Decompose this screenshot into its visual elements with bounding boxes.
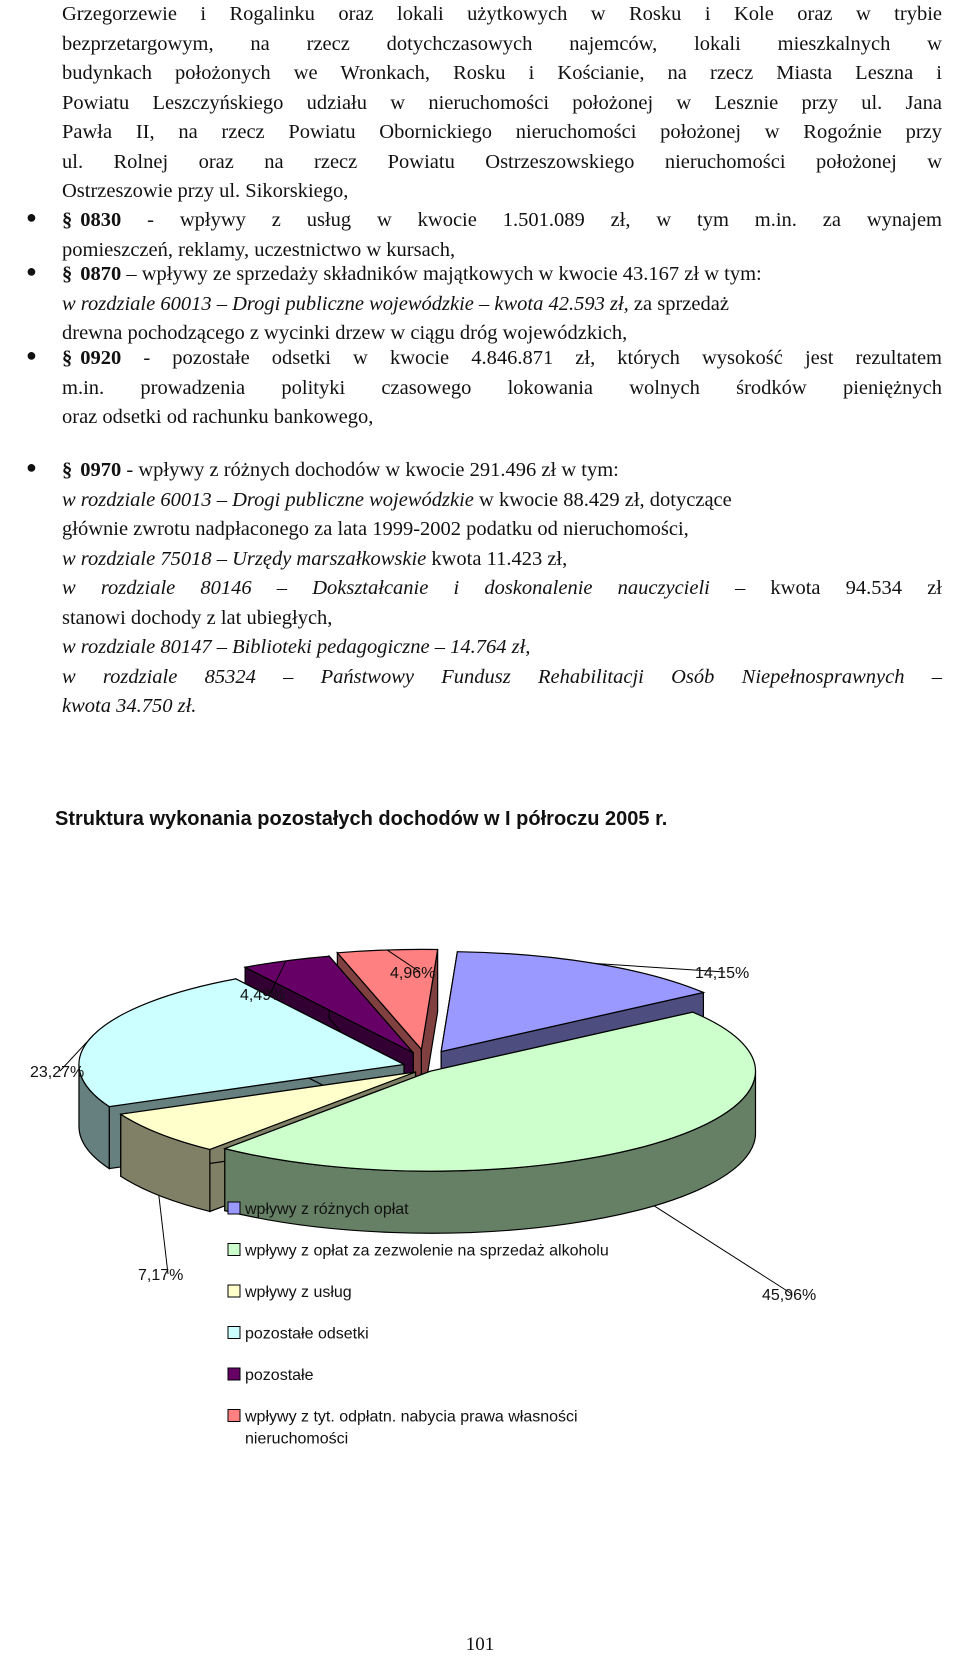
legend-item bbox=[228, 1326, 369, 1343]
section-sign: § bbox=[62, 209, 73, 231]
item-text: – wpływy ze sprzedaży składników majątkowych w kwocie 43.167 zł w tym: bbox=[126, 263, 762, 285]
pie-data-label: 4,96% bbox=[390, 965, 436, 982]
section-sign: § bbox=[62, 263, 73, 285]
text-line: pomieszczeń, reklamy, uczestnictwo w kursach, bbox=[62, 238, 456, 261]
text-line: oraz odsetki od rachunku bankowego, bbox=[62, 406, 374, 428]
legend-item bbox=[228, 1243, 609, 1260]
item-0920 bbox=[62, 344, 942, 433]
chapter-ref: w rozdziale 60013 – Drogi publiczne wojewódzkie – kwota 42.593 zł, bbox=[62, 292, 629, 315]
legend-label: pozostałe bbox=[245, 1367, 314, 1384]
text-line: Powiatu Leszczyńskiego udziału w nieruchomości położonej w Lesznie przy ul. Jana bbox=[62, 91, 942, 114]
legend-item bbox=[228, 1409, 578, 1448]
legend-label: pozostałe odsetki bbox=[245, 1325, 369, 1343]
pie-chart bbox=[0, 880, 960, 1540]
legend-label: wpływy z opłat za zezwolenie na sprzedaż alkoholu bbox=[245, 1242, 609, 1260]
legend-swatch bbox=[228, 1244, 240, 1256]
chapter-ref: w rozdziale 75018 – Urzędy marszałkowskie bbox=[62, 547, 427, 570]
item-code: 0920 bbox=[80, 347, 122, 369]
legend-label-line2: nieruchomości bbox=[245, 1430, 349, 1448]
bullet-icon: ● bbox=[26, 457, 37, 477]
legend-item bbox=[228, 1284, 352, 1301]
item-0870 bbox=[62, 260, 942, 349]
text-line bbox=[62, 290, 942, 320]
text-line bbox=[62, 260, 942, 290]
chapter-ref: w rozdziale 80146 – Dokształcanie i doskonalenie nauczycieli – bbox=[62, 577, 746, 599]
text-line: Ostrzeszowie przy ul. Sikorskiego, bbox=[62, 180, 349, 202]
item-text: w kwocie 88.429 zł, dotyczące bbox=[473, 488, 732, 511]
text-line bbox=[62, 486, 942, 516]
text-line: w rozdziale 85324 – Państwowy Fundusz Rehabilitacji Osób Niepełnosprawnych – bbox=[62, 665, 942, 688]
text-line: Pawła II, na rzecz Powiatu Obornickiego nieruchomości położonej w Rogoźnie przy bbox=[62, 121, 942, 143]
item-text: kwota 94.534 zł bbox=[745, 577, 942, 599]
legend-label: wpływy z tyt. odpłatn. nabycia prawa własności bbox=[245, 1408, 578, 1426]
item-code: 0830 bbox=[80, 209, 122, 231]
text-line: w rozdziale 80147 – Biblioteki pedagogiczne – 14.764 zł, bbox=[62, 636, 531, 658]
pie-data-label: 45,96% bbox=[762, 1287, 817, 1304]
item-text: - wpływy z różnych dochodów w kwocie 291.496 zł w tym: bbox=[126, 459, 619, 481]
item-text: za sprzedaż bbox=[628, 292, 729, 315]
text-line: budynkach położonych we Wronkach, Rosku i Kościanie, na rzecz Miasta Leszna i bbox=[62, 62, 942, 84]
legend-swatch bbox=[228, 1327, 240, 1339]
section-sign: § bbox=[62, 347, 73, 369]
pie-data-label: 7,17% bbox=[138, 1267, 184, 1284]
legend-swatch bbox=[228, 1368, 240, 1380]
item-text: - pozostałe odsetki w kwocie 4.846.871 zł, których wysokość jest rezultatem bbox=[143, 347, 943, 369]
text-line: m.in. prowadzenia polityki czasowego lokowania wolnych środków pieniężnych bbox=[62, 376, 942, 399]
legend-swatch bbox=[228, 1285, 240, 1297]
text-line: Grzegorzewie i Rogalinku oraz lokali użytkowych w Rosku i Kole oraz w trybie bbox=[62, 3, 942, 25]
chart-heading: Struktura wykonania pozostałych dochodów w I półroczu 2005 r. bbox=[55, 808, 668, 830]
text-line: stanowi dochody z lat ubiegłych, bbox=[62, 606, 333, 629]
legend-label: wpływy z różnych opłat bbox=[245, 1201, 409, 1218]
chapter-ref: w rozdziale 60013 – Drogi publiczne wojewódzkie bbox=[62, 488, 474, 511]
legend-swatch bbox=[228, 1410, 240, 1422]
pie-data-label: 14,15% bbox=[695, 965, 750, 982]
item-text: kwota 11.423 zł, bbox=[426, 547, 568, 570]
item-0830 bbox=[62, 206, 942, 265]
section-sign: § bbox=[62, 459, 73, 481]
text-line bbox=[62, 456, 942, 486]
item-code: 0970 bbox=[80, 459, 122, 481]
text-line: drewna pochodzącego z wycinki drzew w ciągu dróg wojewódzkich, bbox=[62, 322, 628, 344]
item-code: 0870 bbox=[80, 263, 122, 285]
pie-data-label: 4,49% bbox=[240, 987, 286, 1004]
paragraph-intro bbox=[62, 0, 942, 207]
text-line bbox=[62, 545, 942, 575]
legend-item bbox=[228, 1367, 314, 1384]
text-line bbox=[62, 574, 942, 604]
text-line bbox=[62, 206, 942, 236]
text-line: kwota 34.750 zł. bbox=[62, 695, 197, 717]
legend-swatch bbox=[228, 1202, 240, 1214]
item-0970 bbox=[62, 456, 942, 722]
item-text: - wpływy z usług w kwocie 1.501.089 zł, w tym m.in. za wynajem bbox=[147, 209, 942, 231]
legend-item bbox=[228, 1201, 409, 1218]
bullet-icon: ● bbox=[26, 261, 37, 281]
text-line: głównie zwrotu nadpłaconego za lata 1999-2002 podatku od nieruchomości, bbox=[62, 518, 689, 540]
text-line: ul. Rolnej oraz na rzecz Powiatu Ostrzeszowskiego nieruchomości położonej w bbox=[62, 150, 942, 173]
text-line bbox=[62, 344, 942, 374]
label-leader-line bbox=[654, 1206, 792, 1294]
bullet-icon: ● bbox=[26, 345, 37, 365]
text-line: bezprzetargowym, na rzecz dotychczasowych najemców, lokali mieszkalnych w bbox=[62, 32, 942, 55]
bullet-icon: ● bbox=[26, 207, 37, 227]
legend-label: wpływy z usług bbox=[245, 1284, 352, 1301]
pie-data-label: 23,27% bbox=[30, 1064, 85, 1081]
label-leader-line bbox=[159, 1195, 168, 1274]
page-number: 101 bbox=[465, 1634, 495, 1655]
